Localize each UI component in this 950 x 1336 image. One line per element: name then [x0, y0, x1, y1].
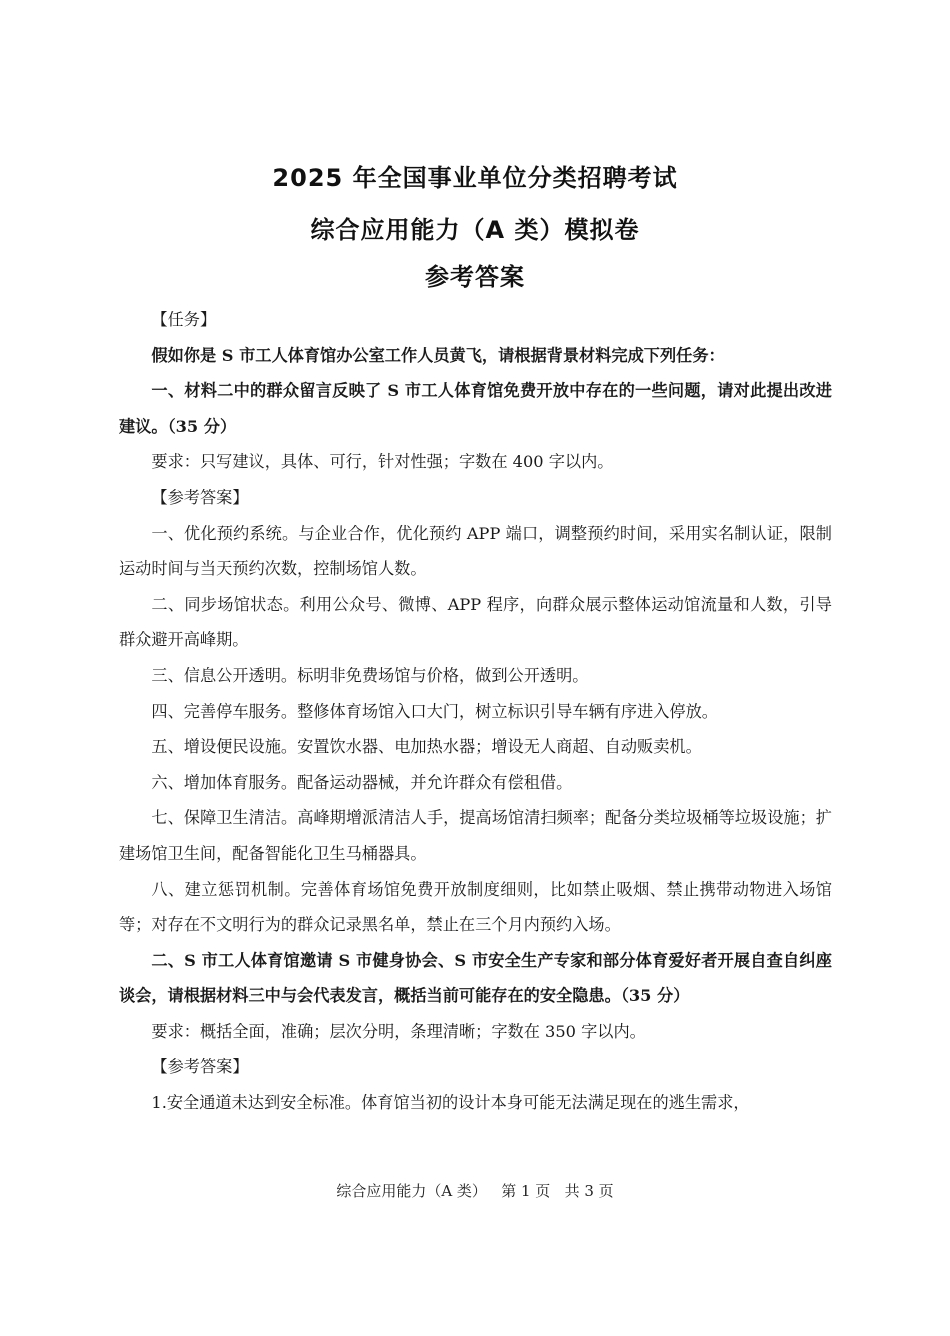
page-footer: 综合应用能力（A 类） 第 1 页 共 3 页 [336, 1182, 614, 1200]
answer-item: 二、同步场馆状态。利用公众号、微博、APP 程序，向群众展示整体运动馆流量和人数，引导群众避开高峰期。 [119, 594, 832, 650]
question-2-requirement: 要求：概括全面，准确；层次分明，条理清晰；字数在 350 字以内。 [151, 1021, 646, 1041]
answer-item: 三、信息公开透明。标明非免费场馆与价格，做到公开透明。 [151, 665, 589, 685]
document-body [119, 302, 832, 1121]
answer-item: 一、优化预约系统。与企业合作，优化预约 APP 端口，调整预约时间，采用实名制认证，限制运动时间与当天预约次数，控制场馆人数。 [119, 523, 832, 579]
title-line-2: 综合应用能力（A 类）模拟卷 [310, 216, 640, 244]
question-1-answer-label: 【参考答案】 [151, 487, 249, 507]
answer-item: 六、增加体育服务。配备运动器械，并允许群众有偿租借。 [151, 772, 573, 792]
answer-item: 四、完善停车服务。整修体育场馆入口大门，树立标识引导车辆有序进入停放。 [151, 701, 718, 721]
answer-item: 七、保障卫生清洁。高峰期增派清洁人手，提高场馆清扫频率；配备分类垃圾桶等垃圾设施；扩建场馆卫生间，配备智能化卫生马桶器具。 [119, 808, 832, 863]
question-2: 二、S 市工人体育馆邀请 S 市健身协会、S 市安全生产专家和部分体育爱好者开展自查自纠座谈会，请根据材料三中与会代表发言，概括当前可能存在的安全隐患。（35 分） [119, 950, 832, 1006]
answer-item: 五、增设便民设施。安置饮水器、电加热水器；增设无人商超、自动贩卖机。 [151, 737, 702, 757]
title-line-1: 2025 年全国事业单位分类招聘考试 [272, 164, 678, 192]
answer-item: 八、建立惩罚机制。完善体育场馆免费开放制度细则，比如禁止吸烟、禁止携带动物进入场馆等；对存在不文明行为的群众记录黑名单，禁止在三个月内预约入场。 [119, 879, 832, 935]
question-2-answer-label: 【参考答案】 [151, 1057, 249, 1077]
title-line-3: 参考答案 [425, 263, 525, 291]
task-label: 【任务】 [151, 310, 217, 329]
task-intro: 假如你是 S 市工人体育馆办公室工作人员黄飞，请根据背景材料完成下列任务： [151, 345, 725, 365]
answer-item: 1.安全通道未达到安全标准。体育馆当初的设计本身可能无法满足现在的逃生需求， [151, 1093, 750, 1113]
question-1: 一、材料二中的群众留言反映了 S 市工人体育馆免费开放中存在的一些问题，请对此提出改进建议。（35 分） [119, 381, 832, 436]
question-1-requirement: 要求：只写建议，具体、可行，针对性强；字数在 400 字以内。 [151, 452, 614, 472]
